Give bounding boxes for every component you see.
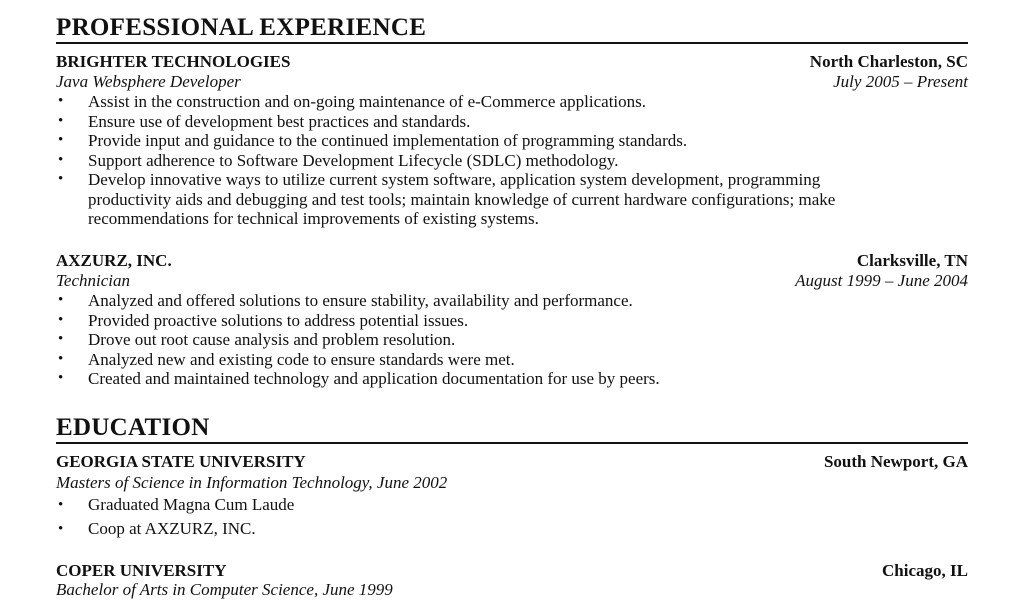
- job-1-location: North Charleston, SC: [809, 52, 968, 71]
- school-1-degree: Masters of Science in Information Technology, June 2002: [56, 473, 448, 492]
- job-2-bullets: [56, 291, 968, 389]
- job-2-title: Technician: [56, 271, 130, 290]
- list-item: • Analyzed new and existing code to ensure standards were met.: [56, 350, 968, 370]
- job-2-company: AXZURZ, INC.: [56, 251, 172, 270]
- list-item: • Provide input and guidance to the continued implementation of programming standards.: [56, 131, 968, 151]
- job-1-company: BRIGHTER TECHNOLOGIES: [56, 52, 291, 71]
- list-item: • Ensure use of development best practices and standards.: [56, 112, 968, 132]
- job-2-location: Clarksville, TN: [856, 251, 968, 270]
- job-1-subheader: [56, 72, 968, 92]
- job-1-title: Java Websphere Developer: [56, 72, 241, 91]
- job-2-subheader: [56, 271, 968, 291]
- experience-heading: PROFESSIONAL EXPERIENCE: [56, 14, 968, 44]
- school-2-location: Chicago, IL: [882, 561, 968, 580]
- list-item: • Support adherence to Software Development Lifecycle (SDLC) methodology.: [56, 151, 968, 171]
- list-item: • Provided proactive solutions to address potential issues.: [56, 311, 968, 331]
- job-2-header: [56, 251, 968, 271]
- job-1-bullets: [56, 92, 968, 229]
- school-2-name: COPER UNIVERSITY: [56, 561, 227, 580]
- school-2-header: [56, 561, 968, 581]
- list-item: • Drove out root cause analysis and problem resolution.: [56, 330, 968, 350]
- school-1-bullets: [56, 493, 968, 541]
- job-2-dates: August 1999 – June 2004: [795, 271, 968, 290]
- list-item: • Created and maintained technology and application documentation for use by peers.: [56, 369, 968, 389]
- school-2-degree: Bachelor of Arts in Computer Science, June 1999: [56, 580, 393, 599]
- education-heading: EDUCATION: [56, 414, 968, 444]
- list-item: • Develop innovative ways to utilize current system software, application system development, programming productivity aids and debugging and test tools; maintain knowledge of current hardware configurations; make recommendations for technical improvements of existing systems.: [56, 170, 968, 229]
- list-item: • Assist in the construction and on-going maintenance of e-Commerce applications.: [56, 92, 968, 112]
- job-1-header: [56, 52, 968, 72]
- school-1-name: GEORGIA STATE UNIVERSITY: [56, 452, 306, 471]
- school-1-header: [56, 452, 968, 472]
- list-item: • Graduated Magna Cum Laude: [56, 493, 968, 517]
- school-1-subheader: [56, 473, 968, 493]
- job-1-dates: July 2005 – Present: [833, 72, 968, 91]
- school-2-subheader: [56, 580, 968, 600]
- list-item: • Coop at AXZURZ, INC.: [56, 517, 968, 541]
- school-1-location: South Newport, GA: [823, 452, 968, 471]
- list-item: • Analyzed and offered solutions to ensure stability, availability and performance.: [56, 291, 968, 311]
